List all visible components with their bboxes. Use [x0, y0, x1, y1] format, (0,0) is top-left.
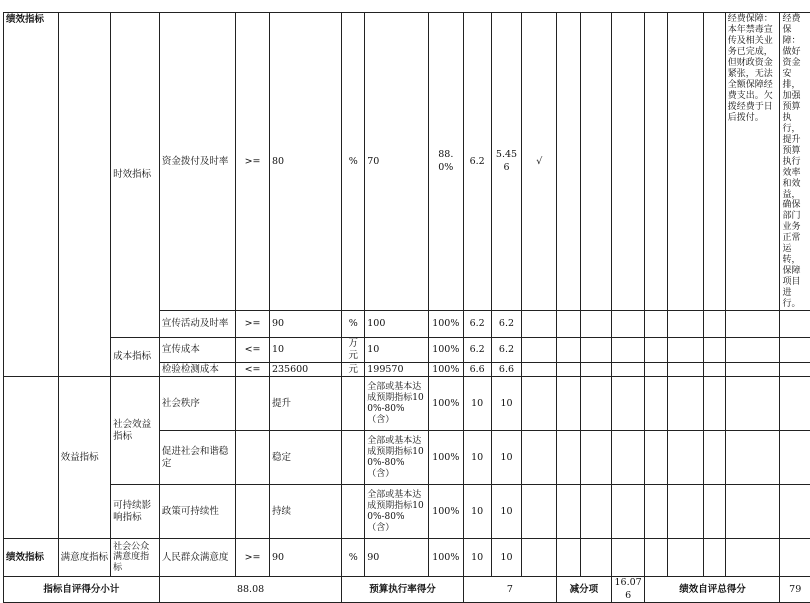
- empty-cell: [703, 311, 725, 338]
- indicator-promotion-cost: 宣传成本: [159, 338, 235, 363]
- empty-cell: [611, 13, 645, 311]
- empty-cell: [725, 363, 780, 377]
- empty-cell: [580, 13, 611, 311]
- table-row: [4, 539, 810, 577]
- score-cell: 10: [491, 539, 522, 577]
- performance-indicator-table: [3, 12, 810, 603]
- empty-cell: [4, 377, 59, 539]
- completion-rate-cell: 100%: [428, 485, 463, 539]
- empty-cell: [780, 311, 810, 338]
- unit-cell: %: [342, 13, 365, 311]
- empty-cell: [611, 431, 645, 485]
- target-value-cell: 80: [269, 13, 341, 311]
- level3-public-satisfaction: 社会公众满意度指标: [111, 539, 160, 577]
- empty-cell: [645, 338, 668, 363]
- empty-cell: [522, 338, 557, 363]
- weight-cell: 10: [463, 377, 491, 431]
- deviation-reason-cell: 经费保障：本年禁毒宣传及相关业务已完成，但财政资金紧张，无法全额保障经费支出。欠拨经费于日后拨付。: [725, 13, 780, 311]
- empty-cell: [557, 539, 581, 577]
- score-cell: 6.2: [491, 338, 522, 363]
- empty-cell: [580, 539, 611, 577]
- actual-value-cell: 全部或基本达成预期指标100%-80%（含）: [365, 377, 429, 431]
- weight-cell: 10: [463, 431, 491, 485]
- empty-cell: [725, 311, 780, 338]
- completion-rate-cell: 100%: [428, 338, 463, 363]
- budget-execution-value: 7: [463, 577, 556, 602]
- empty-cell: [611, 485, 645, 539]
- actual-value-cell: 90: [365, 539, 429, 577]
- level2-sustainable-impact: 可持续影响指标: [111, 485, 160, 539]
- empty-cell: [780, 485, 810, 539]
- empty-cell: [645, 539, 668, 577]
- level1-performance-indicator: 绩效指标: [4, 13, 59, 377]
- operator-cell: <=: [236, 338, 270, 363]
- empty-cell: [611, 338, 645, 363]
- weight-cell: 6.2: [463, 338, 491, 363]
- empty-cell: [580, 363, 611, 377]
- empty-cell: [522, 377, 557, 431]
- empty-cell: [580, 431, 611, 485]
- improvement-measures-cell: 经费保障：做好资金安排，加强预算执行，提升预算执行效率和效益，确保部门业务正常运转，保障项目进行。: [780, 13, 810, 311]
- empty-cell: [557, 338, 581, 363]
- operator-cell: [236, 377, 270, 431]
- target-value-cell: 90: [269, 539, 341, 577]
- empty-cell: [668, 539, 704, 577]
- budget-execution-label: 预算执行率得分: [342, 577, 463, 602]
- empty-cell: [725, 338, 780, 363]
- level2-satisfaction: 满意度指标: [58, 539, 111, 577]
- operator-cell: [236, 431, 270, 485]
- score-cell: 10: [491, 431, 522, 485]
- empty-cell: [703, 377, 725, 431]
- completion-rate-cell: 100%: [428, 377, 463, 431]
- deduction-value: 16.076: [611, 577, 645, 602]
- completion-rate-cell: 100%: [428, 311, 463, 338]
- subtotal-value: 88.08: [159, 577, 342, 602]
- empty-cell: [557, 311, 581, 338]
- target-value-cell: 90: [269, 311, 341, 338]
- empty-cell: [703, 363, 725, 377]
- empty-cell: [668, 13, 704, 311]
- deduction-label: 减分项: [557, 577, 612, 602]
- empty-cell: [668, 338, 704, 363]
- empty-cell: [611, 311, 645, 338]
- subtotal-label: 指标自评得分小计: [4, 577, 160, 602]
- completion-rate-cell: 100%: [428, 431, 463, 485]
- target-value-cell: 10: [269, 338, 341, 363]
- empty-cell: [668, 363, 704, 377]
- indicator-promotion-timeliness: 宣传活动及时率: [159, 311, 235, 338]
- completion-rate-cell: 88.0%: [428, 13, 463, 311]
- empty-cell: [645, 431, 668, 485]
- indicator-testing-cost: 检验检测成本: [159, 363, 235, 377]
- level1-empty-cell: [58, 13, 111, 377]
- completion-rate-cell: 100%: [428, 363, 463, 377]
- actual-value-cell: 70: [365, 13, 429, 311]
- table-row: [4, 338, 810, 363]
- level2-cost: 成本指标: [111, 338, 160, 377]
- empty-cell: [522, 485, 557, 539]
- indicator-policy-sustainability: 政策可持续性: [159, 485, 235, 539]
- empty-cell: [645, 311, 668, 338]
- operator-cell: <=: [236, 363, 270, 377]
- table-row: [4, 485, 810, 539]
- empty-cell: [557, 377, 581, 431]
- unit-cell: [342, 431, 365, 485]
- empty-cell: [522, 311, 557, 338]
- checkmark-cell: √: [522, 13, 557, 311]
- weight-cell: 10: [463, 485, 491, 539]
- empty-cell: [703, 338, 725, 363]
- empty-cell: [780, 539, 810, 577]
- score-cell: 6.2: [491, 311, 522, 338]
- unit-cell: 万元: [342, 338, 365, 363]
- empty-cell: [580, 311, 611, 338]
- table-row: [4, 13, 810, 311]
- table-row: [4, 377, 810, 431]
- operator-cell: >=: [236, 13, 270, 311]
- empty-cell: [780, 377, 810, 431]
- empty-cell: [645, 485, 668, 539]
- empty-cell: [557, 13, 581, 311]
- empty-cell: [703, 539, 725, 577]
- target-value-cell: 提升: [269, 377, 341, 431]
- unit-cell: %: [342, 539, 365, 577]
- empty-cell: [522, 431, 557, 485]
- operator-cell: >=: [236, 311, 270, 338]
- unit-cell: %: [342, 311, 365, 338]
- target-value-cell: 稳定: [269, 431, 341, 485]
- indicator-fund-allocation: 资金拨付及时率: [159, 13, 235, 311]
- empty-cell: [668, 311, 704, 338]
- empty-cell: [703, 485, 725, 539]
- empty-cell: [580, 485, 611, 539]
- empty-cell: [611, 363, 645, 377]
- completion-rate-cell: 100%: [428, 539, 463, 577]
- empty-cell: [725, 431, 780, 485]
- empty-cell: [580, 338, 611, 363]
- level1-benefit: 效益指标: [58, 377, 111, 539]
- summary-row: [4, 577, 810, 602]
- weight-cell: 6.2: [463, 13, 491, 311]
- level2-timeliness: 时效指标: [111, 13, 160, 338]
- total-score-value: 79: [780, 577, 810, 602]
- indicator-social-order: 社会秩序: [159, 377, 235, 431]
- empty-cell: [611, 539, 645, 577]
- empty-cell: [668, 431, 704, 485]
- empty-cell: [668, 485, 704, 539]
- indicator-public-satisfaction: 人民群众满意度: [159, 539, 235, 577]
- target-value-cell: 持续: [269, 485, 341, 539]
- actual-value-cell: 全部或基本达成预期指标100%-80%（含）: [365, 431, 429, 485]
- total-score-label: 绩效自评总得分: [645, 577, 780, 602]
- actual-value-cell: 100: [365, 311, 429, 338]
- empty-cell: [668, 377, 704, 431]
- score-cell: 10: [491, 485, 522, 539]
- empty-cell: [611, 377, 645, 431]
- empty-cell: [522, 363, 557, 377]
- empty-cell: [557, 363, 581, 377]
- empty-cell: [725, 539, 780, 577]
- level1-performance-indicator: 绩效指标: [4, 539, 59, 577]
- operator-cell: >=: [236, 539, 270, 577]
- actual-value-cell: 全部或基本达成预期指标100%-80%（含）: [365, 485, 429, 539]
- empty-cell: [557, 431, 581, 485]
- empty-cell: [645, 377, 668, 431]
- level2-social-benefit: 社会效益指标: [111, 377, 160, 485]
- actual-value-cell: 199570: [365, 363, 429, 377]
- unit-cell: [342, 485, 365, 539]
- empty-cell: [725, 377, 780, 431]
- empty-cell: [780, 363, 810, 377]
- unit-cell: 元: [342, 363, 365, 377]
- actual-value-cell: 10: [365, 338, 429, 363]
- score-cell: 6.6: [491, 363, 522, 377]
- empty-cell: [557, 485, 581, 539]
- empty-cell: [725, 485, 780, 539]
- empty-cell: [780, 431, 810, 485]
- empty-cell: [780, 338, 810, 363]
- score-cell: 10: [491, 377, 522, 431]
- weight-cell: 6.2: [463, 311, 491, 338]
- unit-cell: [342, 377, 365, 431]
- operator-cell: [236, 485, 270, 539]
- empty-cell: [645, 363, 668, 377]
- weight-cell: 6.6: [463, 363, 491, 377]
- indicator-social-harmony: 促进社会和谐稳定: [159, 431, 235, 485]
- score-cell: 5.456: [491, 13, 522, 311]
- weight-cell: 10: [463, 539, 491, 577]
- target-value-cell: 235600: [269, 363, 341, 377]
- empty-cell: [703, 13, 725, 311]
- empty-cell: [580, 377, 611, 431]
- empty-cell: [703, 431, 725, 485]
- empty-cell: [522, 539, 557, 577]
- empty-cell: [645, 13, 668, 311]
